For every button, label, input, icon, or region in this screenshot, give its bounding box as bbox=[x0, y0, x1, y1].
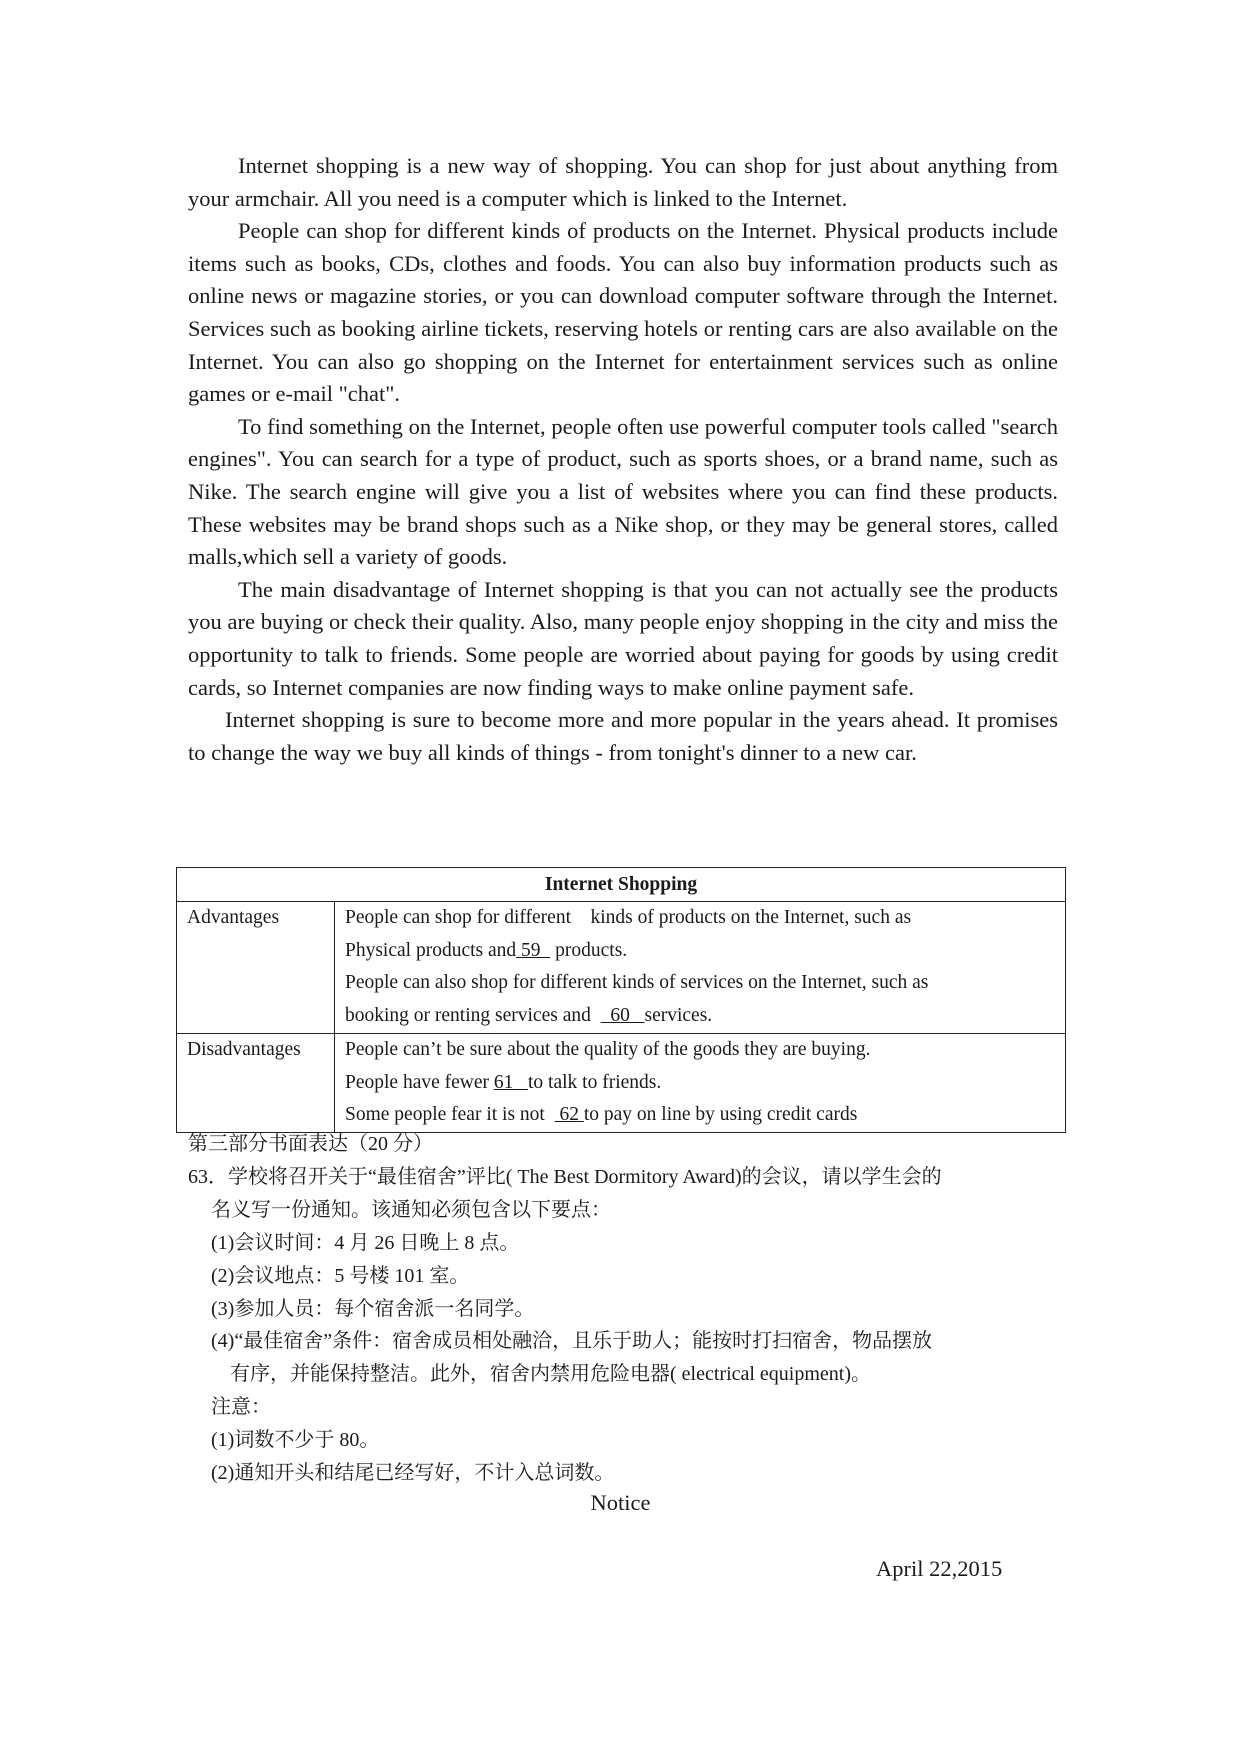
paragraph: People can shop for different kinds of products on the Internet. Physical products include items such as books, CDs, clothes and foods. You can also buy information products such as online news or magazine stories, or you can download computer software through the Internet. Services such as booking airline tickets, reserving hotels or renting cars are also available on the Internet. You can also go shopping on the Internet for entertainment services such as online games or e-mail "chat". bbox=[188, 218, 1058, 407]
point-1: (1)会议时间：4 月 26 日晚上 8 点。 bbox=[211, 1231, 520, 1254]
paragraph: To find something on the Internet, people often use powerful computer tools called "search engines". You can search for a type of product, such as sports shoes, or a brand name, such as Nike. The search engine will give you a list of websites where you can find these products. These websites may be brand shops such as a Nike shop, or they may be general stores, called malls,which sell a variety of goods. bbox=[188, 413, 1058, 570]
table-row bbox=[177, 1033, 1066, 1132]
paragraph: Internet shopping is sure to become more and more popular in the years ahead. It promises to change the way we buy all kinds of things - from tonight's dinner to a new car. bbox=[188, 707, 1058, 765]
section-heading: 第三部分书面表达（20 分） bbox=[188, 1133, 433, 1155]
question-63-cont: 名义写一份通知。该通知必须包含以下要点： bbox=[211, 1198, 611, 1221]
summary-table bbox=[176, 867, 1066, 1133]
blank-60: 60 bbox=[600, 1005, 645, 1027]
blank-61: 61 bbox=[493, 1071, 529, 1093]
advantages-cell bbox=[335, 902, 1066, 1034]
table-line: People can also shop for different kinds of services on the Internet, such as bbox=[345, 972, 929, 994]
table-line: Some people fear it is not 62 to pay on line by using credit cards bbox=[345, 1104, 858, 1126]
table-line: People can’t be sure about the quality of the goods they are buying. bbox=[345, 1038, 871, 1060]
writing-task bbox=[188, 1128, 1068, 1490]
table-row bbox=[177, 902, 1066, 1034]
table-line: Physical products and 59 products. bbox=[345, 939, 628, 961]
point-2: (2)会议地点：5 号楼 101 室。 bbox=[211, 1264, 470, 1287]
disadvantages-cell bbox=[335, 1033, 1066, 1132]
table-line: People have fewer 61 to talk to friends. bbox=[345, 1071, 662, 1093]
blank-59: 59 bbox=[516, 939, 551, 961]
table-line: People can shop for different kinds of products on the Internet, such as bbox=[345, 907, 912, 928]
disadvantages-label: Disadvantages bbox=[177, 1033, 335, 1132]
notice-title: Notice bbox=[590, 1490, 651, 1515]
reading-passage bbox=[188, 150, 1058, 769]
paragraph: Internet shopping is a new way of shopping. You can shop for just about anything from your armchair. All you need is a computer which is linked to the Internet. bbox=[188, 153, 1058, 211]
point-3: (3)参加人员：每个宿舍派一名同学。 bbox=[211, 1297, 535, 1320]
paragraph: The main disadvantage of Internet shopping is that you can not actually see the products you are buying or check their quality. Also, many people enjoy shopping in the city and miss the opportunity to talk to friends. Some people are worried about paying for goods by using credit cards, so Internet companies are now finding ways to make online payment safe. bbox=[188, 576, 1058, 700]
table-line: booking or renting services and 60 services. bbox=[345, 1005, 713, 1027]
note-label: 注意： bbox=[211, 1396, 271, 1419]
point-4: (4)“最佳宿舍”条件：宿舍成员相处融洽，且乐于助人；能按时打扫宿舍，物品摆放 bbox=[211, 1330, 933, 1353]
advantages-label: Advantages bbox=[177, 902, 335, 1034]
blank-62: 62 bbox=[554, 1104, 584, 1126]
notice-date: April 22,2015 bbox=[876, 1556, 1003, 1581]
point-4-cont: 有序，并能保持整洁。此外，宿舍内禁用危险电器( electrical equipment)。 bbox=[230, 1363, 872, 1386]
note-1: (1)词数不少于 80。 bbox=[211, 1429, 380, 1452]
table-title: Internet Shopping bbox=[177, 868, 1066, 902]
question-63: 63．学校将召开关于“最佳宿舍”评比( The Best Dormitory Award)的会议，请以学生会的 bbox=[188, 1165, 942, 1188]
note-2: (2)通知开头和结尾已经写好，不计入总词数。 bbox=[211, 1462, 615, 1485]
